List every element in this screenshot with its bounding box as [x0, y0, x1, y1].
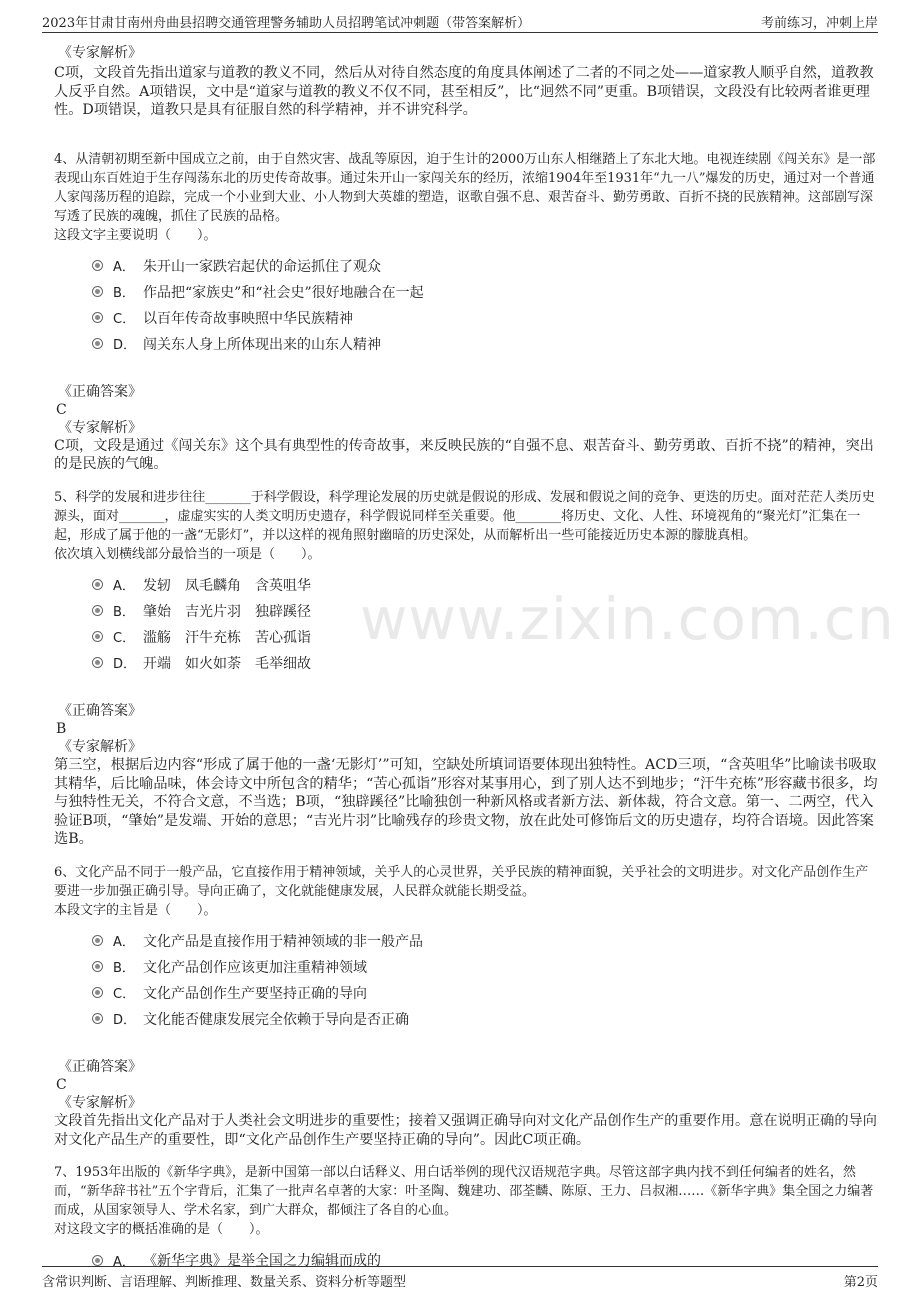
question-text: 4、从清朝初期至新中国成立之前，由于自然灾害、战乱等原因，迫于生计的2000万山东人相继踏上了东北大地。电视连续剧《闯关东》是一部表现山东百姓迫于生存闯荡东北的历史传奇故事。通过朱开山一家闯关东的经历，浓缩1904年至1931年“九一八”爆发的历史，通过对一个普通人家闯荡历程的追踪，完成一个小业到大业、小人物到大英雄的塑造，讴歌自强不息、艰苦奋斗、勤劳勇敢、百折不挠的民族精神。这部剧写深写透了民族的魂魄，抓住了民族的品格。 [54, 151, 876, 224]
question-text: 7、1953年出版的《新华字典》，是新中国第一部以白话释义、用白话举例的现代汉语规范字典。尽管这部字典内找不到任何编者的姓名，然而，“新华辞书社”五个字背后，汇集了一批声名卓著的大家：叶圣陶、魏建功、邵荃麟、陈原、王力、吕叔湘……《新华字典》集全国之力编著而成，从国家领导人、学术名家，到广大群众，都倾注了各自的心血。 [54, 1165, 874, 1219]
answer-value: C [56, 1076, 67, 1093]
option-c[interactable]: C． 文化产品创作生产要坚持正确的导向 [92, 980, 880, 1006]
expert-label: 《专家解析》 [58, 419, 142, 436]
option-b[interactable]: B． 作品把“家族史”和“社会史”很好地融合在一起 [92, 279, 880, 305]
question-prompt: 对这段文字的概括准确的是（ ）。 [54, 1222, 269, 1238]
radio-icon[interactable] [92, 1013, 103, 1024]
expert-label: 《专家解析》 [58, 738, 142, 755]
answer-label: 《正确答案》 [58, 702, 142, 719]
page-content [54, 44, 880, 1273]
explanation: 第三空，根据后边内容“形成了属于他的一盏‘无影灯’”可知，空缺处所填词语要体现出独特性。ACD三项，“含英咀华”比喻读书吸取其精华，后比喻品味，体会诗文中所包含的精华；“苦心孤诣”形容对某事用心，到了别人达不到地步；“汗牛充栋”形容藏书很多，均与独特性无关，不符合文意，不当选；B项，“独辟蹊径”比喻独创一种新风格或者新方法、新体裁，符合文意。第一、二两空，代入验证B项，“肇始”是发端、开始的意思；“吉光片羽”比喻残存的珍贵文物，放在此处可修饰后文的历史遗存，均符合语境。因此答案选B。 [54, 756, 878, 848]
option-d[interactable]: D． 闯关东人身上所体现出来的山东人精神 [92, 331, 880, 357]
radio-icon[interactable] [92, 987, 103, 998]
radio-icon[interactable] [92, 579, 103, 590]
radio-icon[interactable] [92, 605, 103, 616]
radio-icon[interactable] [92, 286, 103, 297]
question-prompt: 依次填入划横线部分最恰当的一项是（ ）。 [54, 546, 321, 562]
answer-value: C [56, 401, 67, 418]
option-a[interactable]: A． 文化产品是直接作用于精神领域的非一般产品 [92, 928, 880, 954]
option-a[interactable]: A． 朱开山一家跌宕起伏的命运抓住了观众 [92, 253, 880, 279]
explanation: 文段首先指出文化产品对于人类社会文明进步的重要性；接着又强调正确导向对文化产品创作生产的重要作用。意在说明正确的导向对文化产品生产的重要性，即“文化产品创作生产要坚持正确的导向”。因此C项正确。 [54, 1112, 877, 1148]
question-prompt: 这段文字主要说明（ ）。 [54, 227, 217, 243]
watermark: www.zixin.com.cn [360, 585, 895, 653]
page-footer [42, 1271, 878, 1291]
question-6 [54, 863, 880, 1149]
explanation: C项，文段是通过《闯关东》这个具有典型性的传奇故事，来反映民族的“自强不息、艰苦奋斗、勤劳勇敢、百折不挠”的精神，突出的是民族的气魄。 [54, 437, 874, 473]
answer-label: 《正确答案》 [58, 1058, 142, 1075]
answer-label: 《正确答案》 [58, 383, 142, 400]
option-c[interactable]: C． 以百年传奇故事映照中华民族精神 [92, 305, 880, 331]
prev-expert-label: 《专家解析》 [58, 45, 142, 61]
options-list [92, 572, 880, 676]
radio-icon[interactable] [92, 961, 103, 972]
question-4 [54, 150, 880, 474]
option-d[interactable]: D． 文化能否健康发展完全依赖于导向是否正确 [92, 1006, 880, 1032]
option-c[interactable]: C． 滥觞 汗牛充栋 苦心孤诣 [92, 624, 880, 650]
question-5 [54, 488, 880, 849]
radio-icon[interactable] [92, 631, 103, 642]
question-7 [54, 1163, 880, 1273]
radio-icon[interactable] [92, 260, 103, 271]
option-b[interactable]: B． 文化产品创作应该更加注重精神领域 [92, 954, 880, 980]
document-title: 2023年甘肃甘南州舟曲县招聘交通管理警务辅助人员招聘笔试冲刺题（带答案解析） [42, 16, 531, 31]
option-b[interactable]: B． 肇始 吉光片羽 独辟蹊径 [92, 598, 880, 624]
radio-icon[interactable] [92, 312, 103, 323]
prev-explanation: C项，文段首先指出道家与道教的教义不同，然后从对待自然态度的角度具体阐述了二者的不同之处——道家教人顺乎自然，道教教人反乎自然。A项错误，文中是“道家与道教的教义不仅不同，甚至相反”，比“迥然不同”更重。B项错误，文段没有比较两者谁更理性。D项错误，道教只是具有征服自然的科学精神，并不讲究科学。 [54, 65, 874, 119]
option-a[interactable]: A． 发轫 凤毛麟角 含英咀华 [92, 572, 880, 598]
radio-icon[interactable] [92, 935, 103, 946]
option-d[interactable]: D． 开端 如火如荼 毛举细故 [92, 650, 880, 676]
header-slogan: 考前练习，冲刺上岸 [760, 16, 878, 31]
footer-divider [42, 1266, 878, 1267]
radio-icon[interactable] [92, 1255, 103, 1266]
question-text: 5、科学的发展和进步往往_______于科学假设，科学理论发展的历史就是假说的形成、发展和假说之间的竞争、更迭的历史。面对茫茫人类历史源头，面对_______，虚虚实实的人类文明历史遗存，科学假说同样至关重要。他_______将历史、文化、人性、环境视角的“聚光灯”汇集在一起，形成了属于他的一盏“无影灯”，并以这样的视角照射幽暗的历史深处，从而解析出一些可能接近历史本源的朦胧真相。 [54, 489, 875, 543]
options-list [92, 1247, 880, 1273]
header-divider [42, 32, 878, 33]
question-text: 6、文化产品不同于一般产品，它直接作用于精神领域，关乎人的心灵世界，关乎民族的精神面貌，关乎社会的文明进步。对文化产品创作生产要进一步加强正确引导。导向正确了，文化就能健康发展，人民群众就能长期受益。 [54, 864, 869, 899]
radio-icon[interactable] [92, 657, 103, 668]
radio-icon[interactable] [92, 338, 103, 349]
footer-note: 含常识判断、言语理解、判断推理、数量关系、资料分析等题型 [42, 1275, 407, 1290]
answer-value: B [56, 720, 67, 737]
options-list [92, 928, 880, 1032]
option-a[interactable]: A． 《新华字典》是举全国之力编辑而成的 [92, 1247, 880, 1273]
expert-label: 《专家解析》 [58, 1094, 142, 1111]
options-list [92, 253, 880, 357]
page-number: 第2页 [843, 1275, 878, 1290]
page-header [42, 12, 878, 32]
question-prompt: 本段文字的主旨是（ ）。 [54, 902, 217, 918]
